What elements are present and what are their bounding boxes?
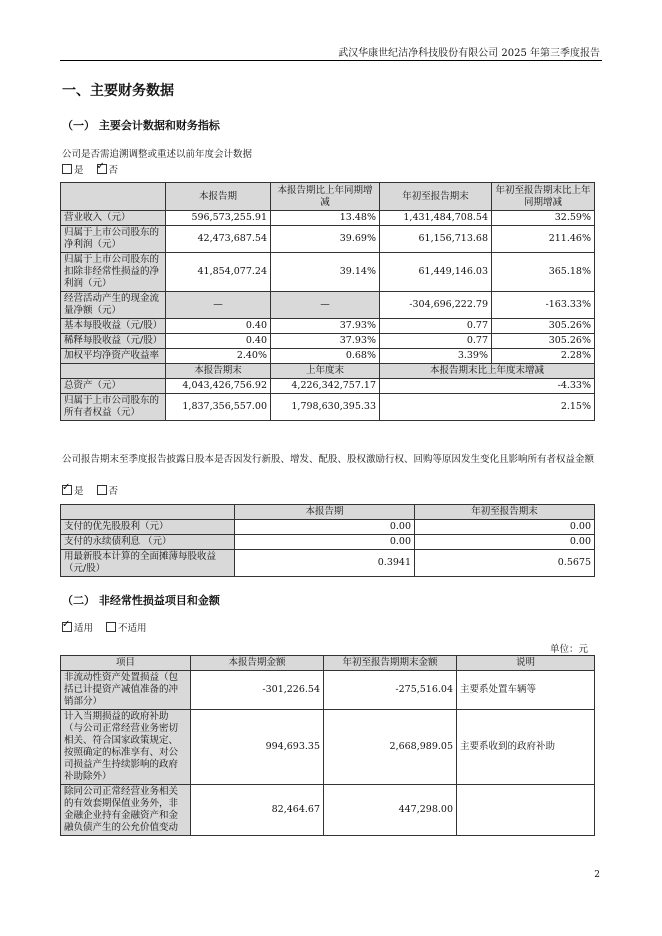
table-row: 除同公司正常经营业务相关的有效套期保值业务外，非金融企业持有金融资产和金融负债产生的公允价值变动 82,464.67 447,298.00 [61,785,595,836]
table-row: 归属于上市公司股东的净利润（元） 42,473,687.54 39.69% 61,156,713.68 211.46% [61,226,595,253]
key-financial-table [60,182,595,421]
subsection-title-2: （二） 非经常性损益项目和金额 [62,594,220,607]
unit-label: 单位：元 [549,644,588,655]
column-header: 本报告期比上年同期增减 [271,183,380,211]
column-header: 本报告期 [166,183,271,211]
table-row: 营业收入（元） 596,573,255.91 13.48% 1,431,484,708.54 32.59% [61,211,595,226]
corner-cell [61,183,166,211]
table-row: 归属于上市公司股东的所有者权益（元） 1,837,356,557.00 1,798,630,395.33 2.15% [61,394,595,421]
option-not-applicable[interactable]: 不适用 [106,623,147,634]
option-applicable[interactable]: ✓适用 [62,623,93,634]
checked-checkbox-icon [97,164,107,174]
applicability-options [62,622,157,636]
option-no[interactable]: 否 [97,486,119,497]
table-row: 稀释每股收益（元/股） 0.40 37.93% 0.77 305.26% [61,334,595,349]
report-header: 武汉华康世纪洁净科技股份有限公司 2025 年第三季度报告 [338,48,600,59]
column-header: 本报告期末比上年度末增减 [380,364,595,379]
page-number: 2 [594,870,600,880]
restatement-options [62,164,128,178]
table-row: 加权平均净资产收益率 2.40% 0.68% 3.39% 2.28% [61,349,595,364]
section-title: 一、主要财务数据 [62,83,174,99]
corner-cell [61,364,166,379]
column-header: 本报告期末 [166,364,271,379]
table-row: 用最新股本计算的全面摊薄每股收益（元/股） 0.3941 0.5675 [61,550,595,577]
subsection-title-1: （一） 主要会计数据和财务指标 [62,119,220,132]
column-header: 年初至报告期末 [380,183,492,211]
table-row: 计入当期损益的政府补助（与公司正常经营业务密切相关、符合国家政策规定、按照确定的标准享有、对公司损益产生持续影响的政府补助除外） 994,693.35 2,668,989.05 主要系收到的政府补助 [61,710,595,785]
checked-checkbox-icon [62,485,72,495]
table-row: 支付的优先股股利（元） 0.00 0.00 [61,520,595,535]
header-rule [60,60,602,61]
option-no[interactable]: ✓ 否 [97,165,119,176]
checkbox-icon [106,622,116,632]
column-header: 本报告期金额 [191,656,324,671]
option-yes[interactable]: 是 [62,165,84,176]
table-row: 支付的永续债利息 （元） 0.00 0.00 [61,535,595,550]
dividend-table [60,504,595,577]
checked-checkbox-icon [62,622,72,632]
non-recurring-items-table [60,655,595,836]
table-row: 总资产（元） 4,043,426,756.92 4,226,342,757.17 -4.33% [61,379,595,394]
column-header: 项目 [61,656,191,671]
option-yes[interactable]: ✓是 [62,486,84,497]
table-row: 基本每股收益（元/股） 0.40 37.93% 0.77 305.26% [61,319,595,334]
checkbox-icon [62,164,72,174]
column-header: 上年度末 [271,364,380,379]
column-header: 年初至报告期期末金额 [324,656,457,671]
column-header: 说明 [457,656,595,671]
table-row: 非流动性资产处置损益（包括已计提资产减值准备的冲销部分） -301,226.54 -275,516.04 主要系处置车辆等 [61,671,595,710]
question-share-capital: 公司报告期末至季度报告披露日股本是否因发行新股、增发、配股、股权激励行权、回购等原因发生变化且影响所有者权益金额 [62,454,595,465]
column-header: 年初至报告期末比上年同期增减 [492,183,595,211]
column-header: 本报告期 [235,505,415,520]
corner-cell [61,505,235,520]
table-row: 经营活动产生的现金流量净额（元） — — -304,696,222.79 -163.33% [61,292,595,319]
question-restatement: 公司是否需追溯调整或重述以前年度会计数据 [62,149,253,160]
checkbox-icon [97,485,107,495]
column-header: 年初至报告期末 [415,505,595,520]
table-row: 归属于上市公司股东的扣除非经常性损益的净利润（元） 41,854,077.24 39.14% 61,449,146.03 365.18% [61,253,595,292]
share-capital-options [62,485,128,499]
